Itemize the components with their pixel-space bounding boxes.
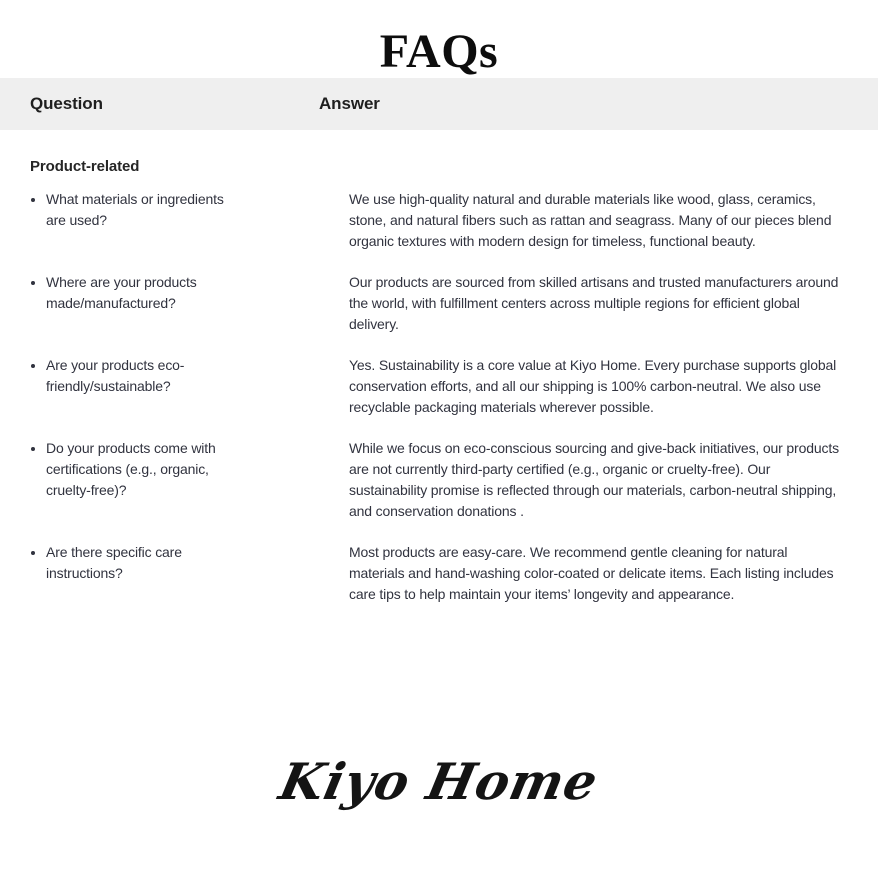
question-text: • Are your products eco-friendly/sustainable?: [46, 355, 236, 397]
table-header-row: [0, 78, 878, 130]
faq-table: [30, 189, 846, 605]
faq-content: [0, 158, 878, 605]
question-text: • Do your products come with certifications (e.g., organic, cruelty-free)?: [46, 438, 236, 501]
answer-cell: We use high-quality natural and durable materials like wood, glass, ceramics, stone, and natural fibers such as rattan and seagrass. Many of our pieces blend organic textures with modern design for timeless, functional beauty.: [349, 191, 832, 249]
answer-cell: Our products are sourced from skilled artisans and trusted manufacturers around the world, with fulfillment centers across multiple regions for efficient global delivery.: [349, 274, 839, 332]
question-cell: [30, 542, 349, 605]
question-text: • What materials or ingredients are used?: [46, 189, 236, 231]
answer-cell: While we focus on eco-conscious sourcing and give-back initiatives, our products are not currently third-party certified (e.g., organic or cruelty-free). Our sustainability promise is reflected through our materials, carbon-neutral shipping, and conservation donations .: [349, 440, 839, 519]
question-text: • Where are your products made/manufactured?: [46, 272, 236, 314]
section-heading: Product-related: [30, 158, 140, 175]
answer-cell: Most products are easy-care. We recommend gentle cleaning for natural materials and hand-washing color-coated or delicate items. Each listing includes care tips to help maintain your items’ longevity and appearance.: [349, 544, 834, 602]
question-cell: [30, 438, 349, 522]
question-cell: [30, 189, 349, 252]
question-cell: [30, 355, 349, 418]
answer-cell: Yes. Sustainability is a core value at Kiyo Home. Every purchase supports global conservation efforts, and all our shipping is 100% carbon-neutral. We also use recyclable packaging materials wherever possible.: [349, 357, 837, 415]
brand-signature: Kiyo Home: [274, 752, 604, 811]
answer-column-header: Answer: [319, 94, 380, 113]
page-title: FAQs: [379, 25, 499, 78]
question-cell: [30, 272, 349, 335]
question-text: • Are there specific care instructions?: [46, 542, 236, 584]
question-column-header: Question: [30, 94, 103, 113]
